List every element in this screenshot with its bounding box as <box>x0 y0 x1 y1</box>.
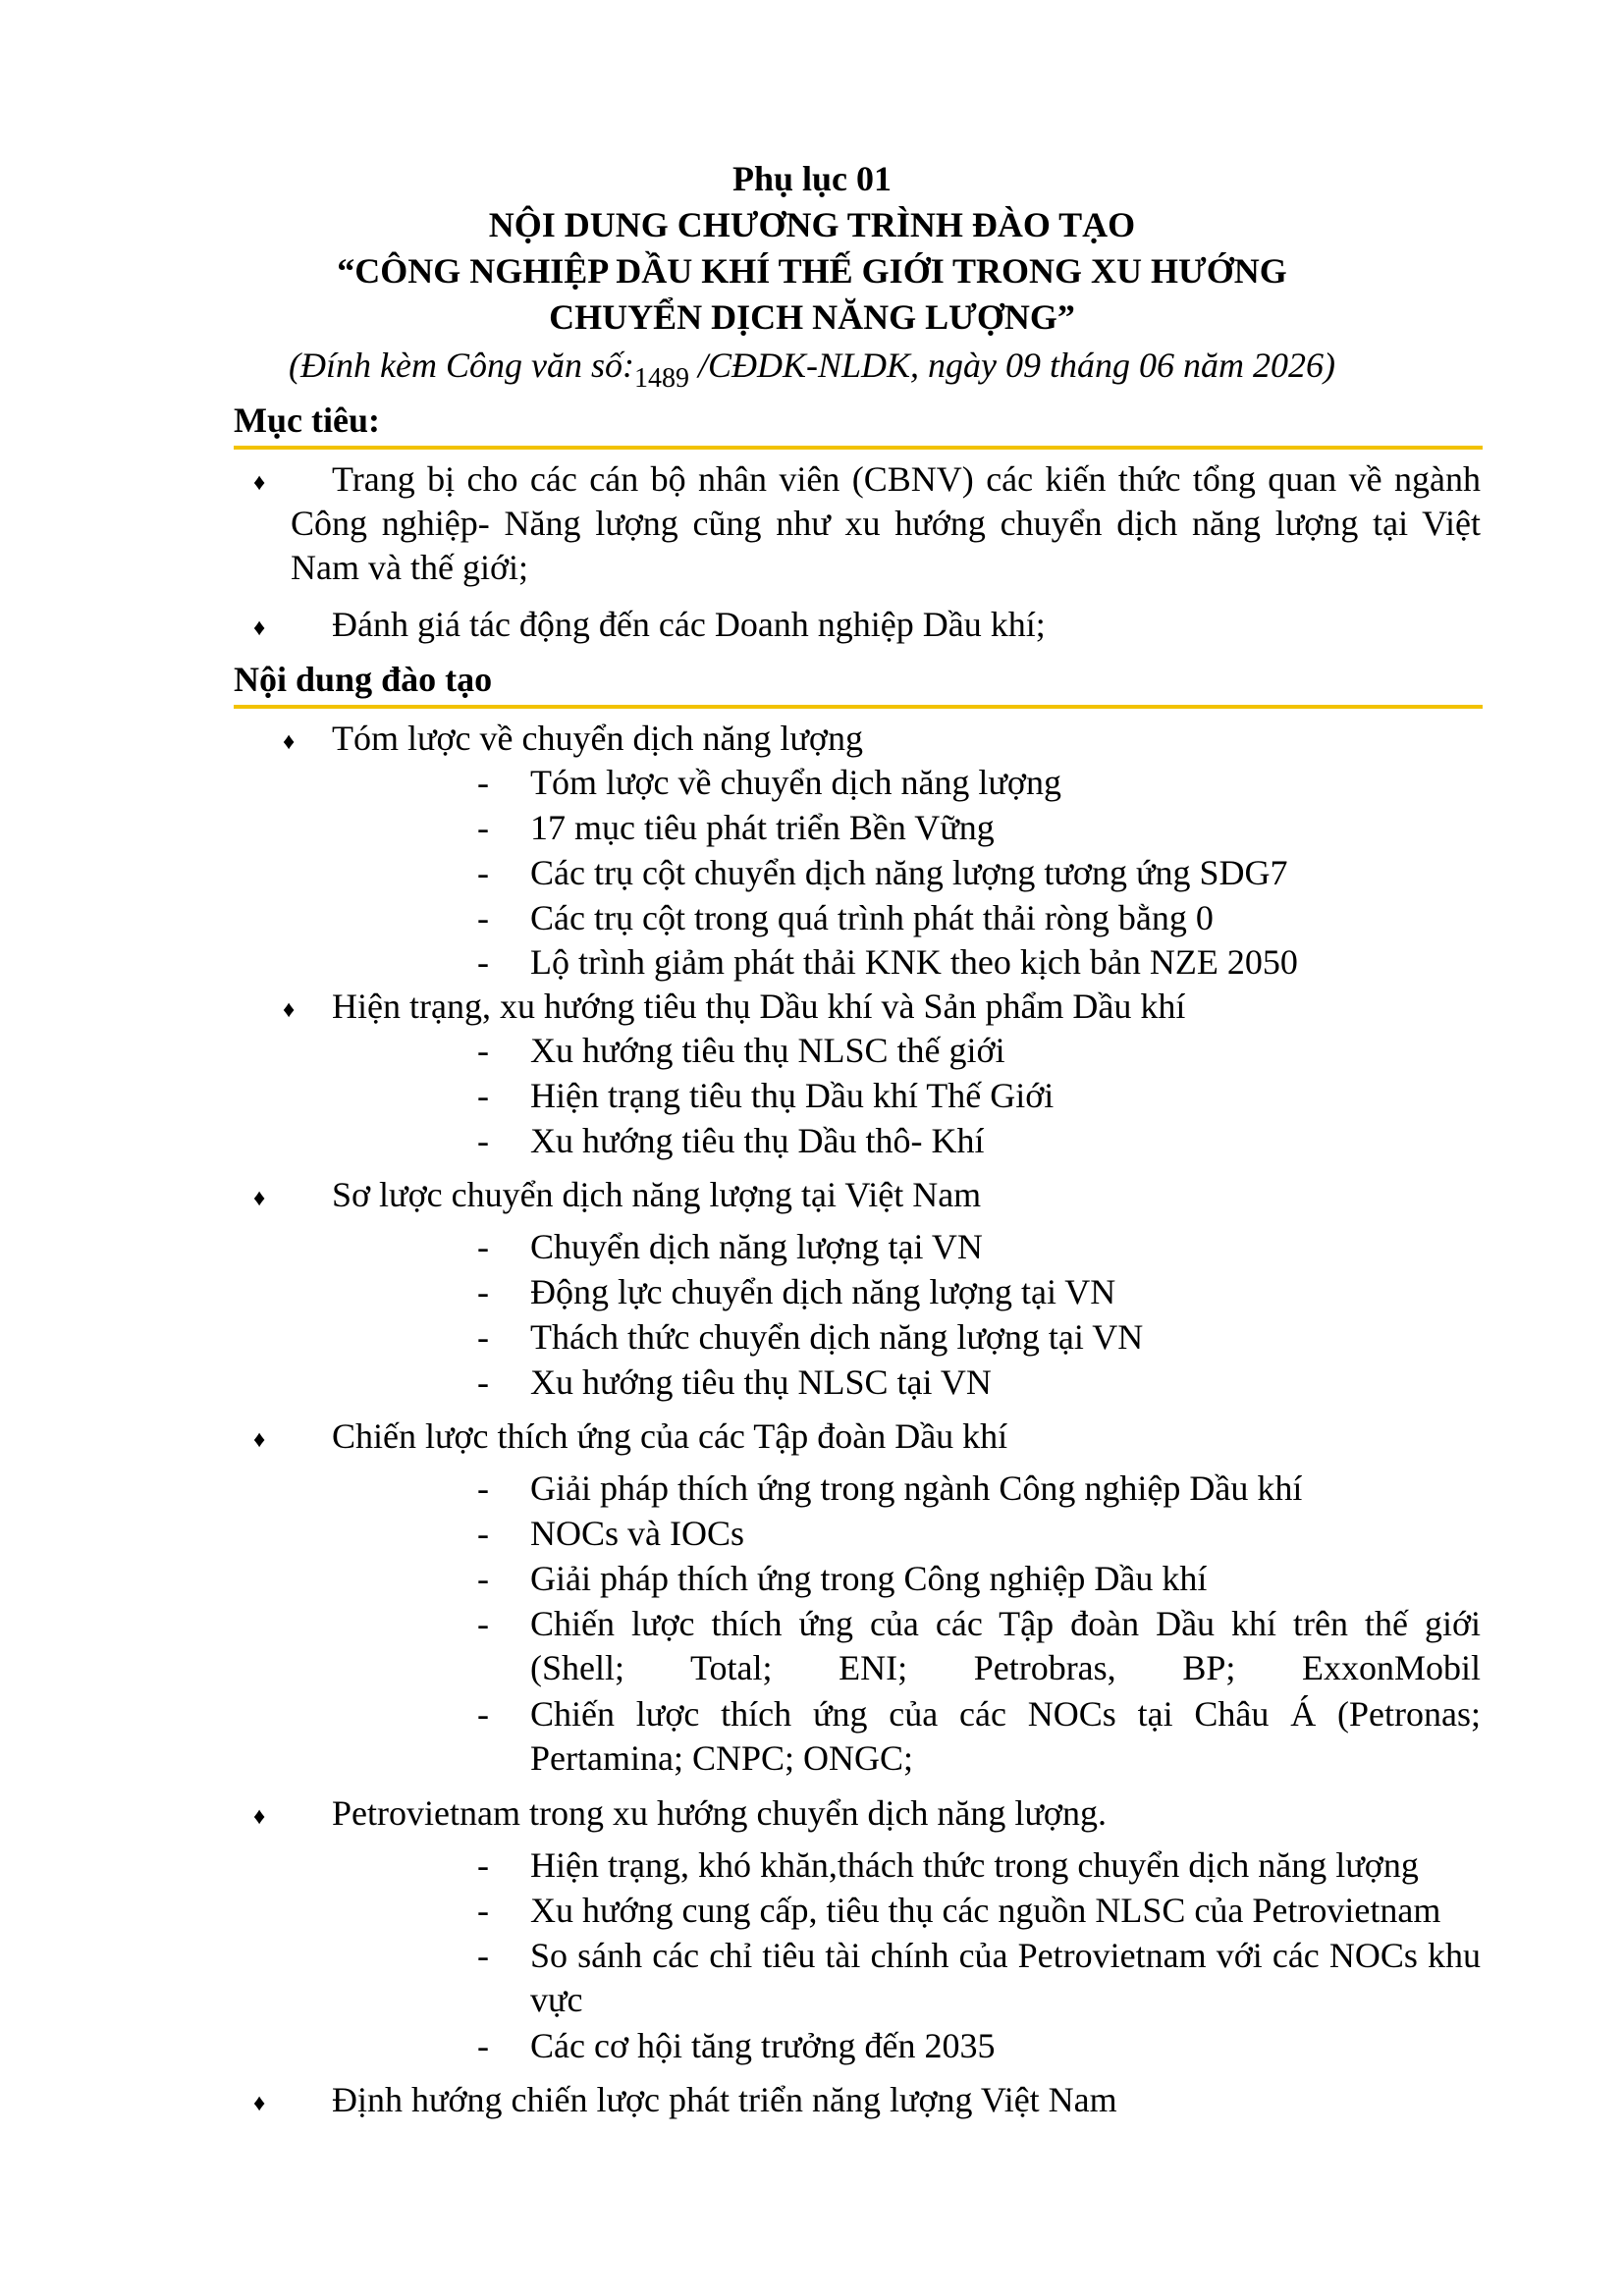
dash-icon: - <box>477 1604 489 1643</box>
objectives-rule <box>234 446 1483 450</box>
dash-icon: - <box>477 1559 489 1598</box>
section-2-heading: Hiện trạng, xu hướng tiêu thụ Dầu khí và Sản phẩm Dầu khí <box>332 987 1186 1026</box>
section-4-item: NOCs và IOCs <box>530 1514 745 1553</box>
dash-icon: - <box>477 1227 489 1266</box>
section-2-item: Xu hướng tiêu thụ Dầu thô- Khí <box>530 1121 985 1160</box>
section-1-heading: Tóm lược về chuyển dịch năng lượng <box>332 719 863 758</box>
dash-icon: - <box>477 1694 489 1734</box>
dash-icon: - <box>477 1936 489 1975</box>
title-line-1: NỘI DUNG CHƯƠNG TRÌNH ĐÀO TẠO <box>488 205 1136 244</box>
dash-icon: - <box>477 1891 489 1930</box>
section-5-heading: Petrovietnam trong xu hướng chuyển dịch năng lượng. <box>332 1793 1107 1833</box>
bullet-icon: ♦ <box>283 997 296 1023</box>
dash-icon: - <box>477 1362 489 1402</box>
bullet-icon: ♦ <box>253 470 266 496</box>
section-5-item: Hiện trạng, khó khăn,thách thức trong chuyển dịch năng lượng <box>530 1845 1419 1885</box>
section-2-item: Xu hướng tiêu thụ NLSC thế giới <box>530 1031 1005 1070</box>
dash-icon: - <box>477 1031 489 1070</box>
section-3-item: Xu hướng tiêu thụ NLSC tại VN <box>530 1362 992 1402</box>
dash-icon: - <box>477 898 489 937</box>
section-3-item: Chuyển dịch năng lượng tại VN <box>530 1227 983 1266</box>
dash-icon: - <box>477 2026 489 2065</box>
section-4-item: Chiến lược thích ứng của các Tập đoàn Dầu khí trên thế giới (Shell; Total; ENI; Petrobras, BP; ExxonMobil <box>530 1604 1481 1687</box>
dash-icon: - <box>477 853 489 892</box>
bullet-icon: ♦ <box>253 1186 266 1211</box>
section-5-item: So sánh các chỉ tiêu tài chính của Petrovietnam với các NOCs khu vực <box>530 1936 1481 2019</box>
section-3-heading: Sơ lược chuyển dịch năng lượng tại Việt Nam <box>332 1175 982 1214</box>
bullet-icon: ♦ <box>253 2091 266 2116</box>
bullet-icon: ♦ <box>253 1427 266 1453</box>
section-3-item: Thách thức chuyển dịch năng lượng tại VN <box>530 1317 1144 1357</box>
dash-icon: - <box>477 942 489 982</box>
section-2-item: Hiện trạng tiêu thụ Dầu khí Thế Giới <box>530 1076 1055 1115</box>
section-1-item: Các trụ cột chuyển dịch năng lượng tương ứng SDG7 <box>530 853 1288 892</box>
section-1-item: Các trụ cột trong quá trình phát thải ròng bằng 0 <box>530 898 1214 937</box>
section-4-item: Chiến lược thích ứng của các NOCs tại Châu Á (Petronas; Pertamina; CNPC; ONGC; <box>530 1694 1481 1778</box>
title-line-2: “CÔNG NGHIỆP DẦU KHÍ THẾ GIỚI TRONG XU HƯỚNG <box>337 251 1287 291</box>
dash-icon: - <box>477 1076 489 1115</box>
objective-item-1: Trang bị cho các cán bộ nhân viên (CBNV) các kiến thức tổng quan về ngành Công nghiệp- Năng lượng cũng như xu hướng chuyển dịch năng lượng tại Việt Nam và thế giới; <box>291 459 1481 587</box>
section-3-item: Động lực chuyển dịch năng lượng tại VN <box>530 1272 1116 1311</box>
content-rule <box>234 705 1483 709</box>
dash-icon: - <box>477 1845 489 1885</box>
objective-item-2: Đánh giá tác động đến các Doanh nghiệp Dầu khí; <box>332 605 1046 644</box>
section-4-heading: Chiến lược thích ứng của các Tập đoàn Dầu khí <box>332 1416 1008 1456</box>
section-1-item: Lộ trình giảm phát thải KNK theo kịch bản NZE 2050 <box>530 942 1298 982</box>
attachment-suffix: /CĐDK-NLDK, ngày 09 tháng 06 năm 2026) <box>688 346 1335 385</box>
attachment-prefix: (Đính kèm Công văn số: <box>289 346 634 385</box>
dash-icon: - <box>477 808 489 847</box>
section-5-item: Các cơ hội tăng trưởng đến 2035 <box>530 2026 996 2065</box>
content-title: Nội dung đào tạo <box>234 660 493 699</box>
section-1-item: Tóm lược về chuyển dịch năng lượng <box>530 763 1061 802</box>
document-number: 1489 <box>633 363 689 394</box>
bullet-icon: ♦ <box>253 615 266 641</box>
section-4-item: Giải pháp thích ứng trong ngành Công nghiệp Dầu khí <box>530 1468 1303 1508</box>
dash-icon: - <box>477 763 489 802</box>
dash-icon: - <box>477 1317 489 1357</box>
section-4-item: Giải pháp thích ứng trong Công nghiệp Dầu khí <box>530 1559 1208 1598</box>
bullet-icon: ♦ <box>283 729 296 755</box>
attachment-note <box>0 344 1624 394</box>
section-5-item: Xu hướng cung cấp, tiêu thụ các nguồn NLSC của Petrovietnam <box>530 1891 1441 1930</box>
title-line-3: CHUYỂN DỊCH NĂNG LƯỢNG” <box>549 297 1075 337</box>
dash-icon: - <box>477 1272 489 1311</box>
objectives-title: Mục tiêu: <box>234 400 380 440</box>
dash-icon: - <box>477 1121 489 1160</box>
dash-icon: - <box>477 1468 489 1508</box>
section-6-heading: Định hướng chiến lược phát triển năng lượng Việt Nam <box>332 2080 1117 2119</box>
dash-icon: - <box>477 1514 489 1553</box>
section-1-item: 17 mục tiêu phát triển Bền Vững <box>530 808 995 847</box>
appendix-label: Phụ lục 01 <box>731 159 893 198</box>
bullet-icon: ♦ <box>253 1804 266 1830</box>
